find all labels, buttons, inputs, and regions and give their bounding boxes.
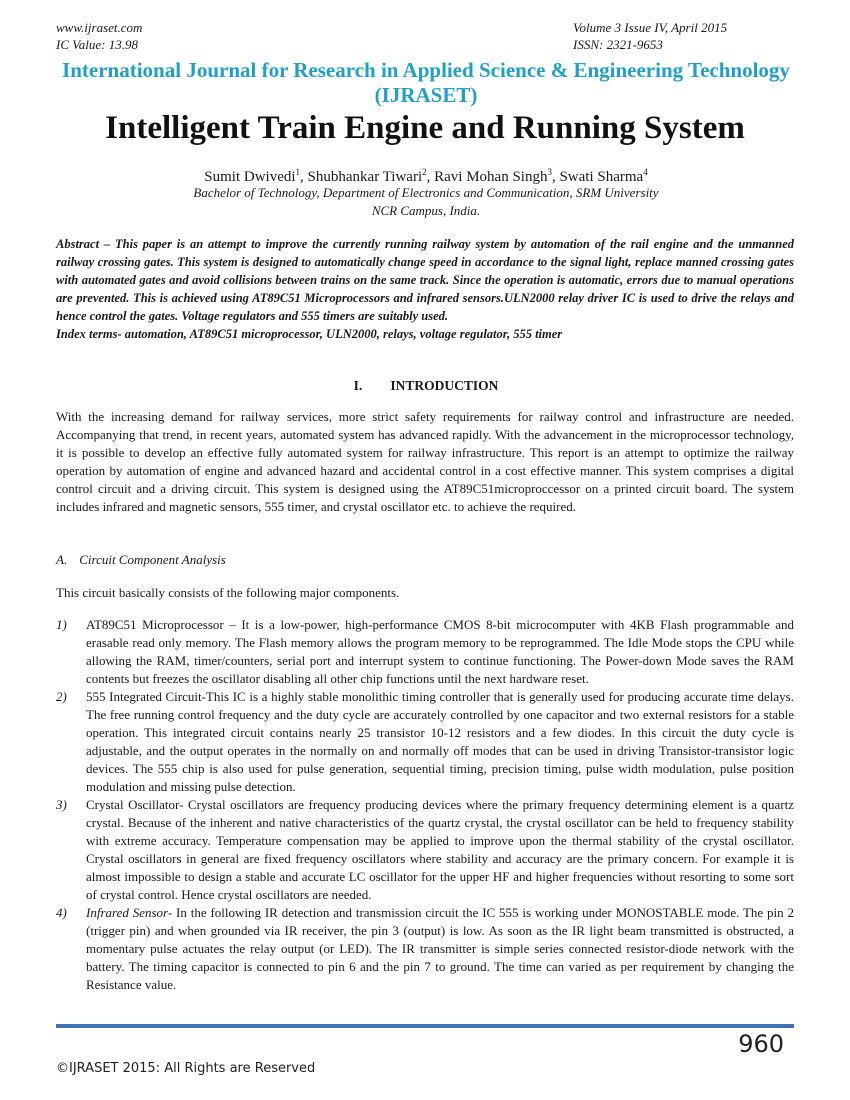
list-item-number: 4) [56, 905, 67, 920]
list-item [56, 616, 794, 688]
abstract-text: Abstract – This paper is an attempt to improve the currently running railway system by automation of the rail engine and the unmanned railway crossing gates. This system is designed to automatically change speed in accordance to the signal light, replace manned crossing gates with automated gates and avoid collisions between trains on the same track. Since the operation is automatic, errors due to manual operations are prevented. This is achieved using AT89C51 Microprocessors and infrared sensors.ULN2000 relay driver IC is used to drive the relays and hence control the gates. Voltage regulators and 555 timers are suitably used. [56, 237, 794, 323]
subsection-letter: A. [56, 552, 68, 567]
header-volume: Volume 3 Issue IV, April 2015 [573, 20, 728, 35]
list-item-lead: Infrared Sensor- [86, 905, 173, 920]
list-item-number: 3) [56, 797, 67, 812]
list-item-text: Crystal Oscillator- Crystal oscillators are frequency producing devices where the primary frequency determining element is a quartz crystal. Because of the inherent and native characteristics of the quartz crystal, the crystal oscillator can be held to frequency stability with extreme accuracy. Temperature compensation may be applied to improve upon the thermal stability of the crystal oscillator. Crystal oscillators in general are fixed frequency oscillators where stability and accuracy are the primary concern. For example it is almost impossible to design a stable and accurate LC oscillator for the upper HF and higher frequencies without resorting to some sort of crystal control. Hence crystal oscillators are needed. [86, 797, 794, 902]
affiliation [56, 184, 796, 220]
section-title: INTRODUCTION [390, 378, 499, 393]
list-item [56, 904, 794, 994]
header-issn: ISSN: 2321-9653 [573, 37, 663, 52]
journal-name: International Journal for Research in Applied Science & Engineering Technology (IJRASET) [62, 58, 790, 107]
subsection-title: Circuit Component Analysis [79, 552, 226, 567]
author-name: Sumit Dwivedi [204, 169, 296, 185]
author-name: Shubhankar Tiwari [307, 169, 423, 185]
list-item-number: 1) [56, 617, 67, 632]
list-item-text: AT89C51 Microprocessor – It is a low-power, high-performance CMOS 8-bit microcomputer with 4KB Flash programmable and erasable read only memory. The Flash memory allows the program memory to be reprogrammed. The Idle Mode stops the CPU while allowing the RAM, timer/counters, serial port and interrupt system to continue functioning. The Power-down Mode saves the RAM contents but freezes the oscillator disabling all other chip functions until the next hardware reset. [86, 617, 794, 686]
affiliation-line: Bachelor of Technology, Department of Electronics and Communication, SRM University [193, 185, 659, 200]
author-affiliation-mark: 1 [295, 167, 301, 177]
author-name: Swati Sharma [559, 169, 644, 185]
intro-paragraph: With the increasing demand for railway services, more strict safety requirements for railway control and infrastructure are needed. Accompanying that trend, in recent years, automated system has advanced rapidly. With the advancement in the microprocessor technology, it is possible to develop an effective fully automated system for railway infrastructure. This report is an attempt to optimize the railway operation by automation of engine and advanced hazard and accidental control in a cost effective manner. This system comprises a digital control circuit and a driving circuit. This system is designed using the AT89C51microproccessor on a printed circuit board. The system includes infrared and magnetic sensors, 555 timer, and crystal oscillator etc. to achieve the required. [56, 409, 794, 514]
author-list: Sumit Dwivedi$^1$, Shubhankar Tiwari$^2$, Ravi Mohan Singh$^3$, Swati Sharma$^4$ [204, 167, 648, 185]
author-affiliation-mark: 3 [547, 167, 552, 177]
affiliation-line: NCR Campus, India. [371, 203, 481, 218]
list-item-text: 555 Integrated Circuit-This IC is a highly stable monolithic timing controller that is generally used for producing accurate time delays. The free running control frequency and the duty cycle are accurately controlled by one capacitor and two external resistors for a stable operation. This integrated circuit contains nearly 25 transistor 10-12 resistors and a few diodes. In this circuit the duty cycle is adjustable, and the output operates in the normally on and normally off modes that can be used in driving Transistor-transistor logic devices. The 555 chip is also used for pulse generation, sequential timing, precision timing, pulse width modulation, pulse position modulation and missing pulse detection. [86, 689, 794, 794]
component-list [56, 616, 794, 994]
section-heading [56, 378, 796, 394]
header-ic-value: IC Value: 13.98 [56, 37, 138, 52]
footer-divider [56, 1024, 794, 1028]
subsection-heading [56, 552, 226, 568]
author-affiliation-mark: 4 [643, 167, 648, 177]
author-name: Ravi Mohan Singh [434, 169, 548, 185]
page-number: 960 [738, 1030, 784, 1058]
author-affiliation-mark: 2 [422, 167, 427, 177]
header-website: www.ijraset.com [56, 20, 143, 35]
section-number: I. [353, 378, 363, 393]
copyright-notice: ©IJRASET 2015: All Rights are Reserved [56, 1061, 316, 1076]
subsection-intro: This circuit basically consists of the following major components. [56, 585, 400, 600]
list-item-text: In the following IR detection and transmission circuit the IC 555 is working under MONOSTABLE mode. The pin 2 (trigger pin) and when grounded via IR receiver, the pin 3 (output) is low. As soon as the IR light beam transmitted is obstructed, a momentary pulse actuates the relay output (or LED). The IR transmitter is simple series connected resistor-diode network with the battery. The timing capacitor is connected to pin 6 and the pin 7 to ground. The time can varied as per requirement by changing the Resistance value. [86, 905, 794, 992]
list-item [56, 688, 794, 796]
paper-title: Intelligent Train Engine and Running System [105, 110, 745, 146]
list-item [56, 796, 794, 904]
index-terms: Index terms- automation, AT89C51 microprocessor, ULN2000, relays, voltage regulator, 555 timer [56, 327, 563, 341]
list-item-number: 2) [56, 689, 67, 704]
abstract-block [56, 235, 794, 343]
